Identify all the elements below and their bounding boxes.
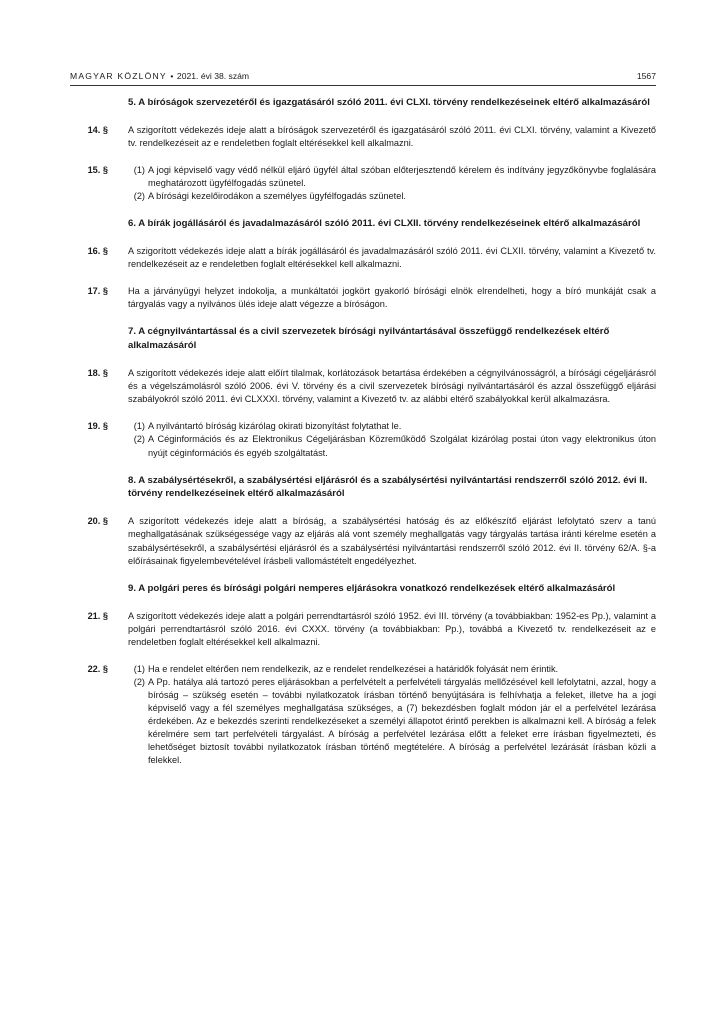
paragraph-number: 18. § [87,368,108,379]
subsection-mark: (2) [133,434,145,445]
subsection [133,676,656,767]
paragraph-number: 22. § [87,663,108,674]
paragraph-number: 21. § [87,610,108,621]
subsection [133,433,656,459]
paragraph-21 [70,610,656,649]
paragraph-text: A szigorított védekezés ideje alatt a polgári perrendtartásról szóló 1952. évi III. törvény (a továbbiakban: 1952-es Pp.), valamint a polgári perrendtartásról szóló 2016. évi CXXX. törvény (a továbbiakban: Pp.), továbbá a Kivezető tv. rendelkezéseit az e rendeletben foglalt eltérésekkel kell alkalmazni. [128,610,656,647]
paragraph-18 [70,367,656,406]
subsection [133,420,656,433]
chapter-heading: 5. A bíróságok szervezetéről és igazgatásáról szóló 2011. évi CLXI. törvény rendelkezéseinek eltérő alkalmazásáról [128,97,650,108]
document-body [70,96,656,767]
issue-label: 2021. évi 38. szám [176,71,250,81]
paragraph-22 [70,663,656,768]
subsection-mark: (1) [133,165,145,176]
paragraph-number: 14. § [87,124,108,135]
chapter-heading: 8. A szabálysértésekről, a szabálysértési eljárásról és a szabálysértési nyilvántartási rendszerről szóló 2012. évi II. törvény rendelkezéseinek eltérő alkalmazásáról [128,474,648,500]
chapter-heading: 6. A bírák jogállásáról és javadalmazásáról szóló 2011. évi CLXII. törvény rendelkezéseinek eltérő alkalmazásáról [128,218,641,230]
chapter-heading: 9. A polgári peres és bírósági polgári nemperes eljárásokra vonatkozó rendelkezések eltérő alkalmazásáról [128,582,616,594]
header-separator: • [170,71,174,81]
paragraph-text: A szigorított védekezés ideje alatt előírt tilalmak, korlátozások betartása érdekében a cégnyilvánosságról, a bírósági cégeljárásról és a végelszámolásról szóló 2006. évi V. törvény és a civil szervezetek bírósági nyilvántartásáról és azzal összefüggő eljárási szabályokról szóló 2011. évi CLXXXI. törvény, valamint a Kivezető tv. az alábbi eltérő szabályokkal kerül alkalmazásra. [128,368,656,405]
journal-title: MAGYAR KÖZLÖNY [70,71,167,81]
paragraph-19 [70,420,656,459]
subsection-text: Ha e rendelet eltérően nem rendelkezik, az e rendelet rendelkezései a határidők folyását nem érintik. [148,663,559,674]
paragraph-number: 17. § [87,286,108,297]
page-header [70,71,656,86]
paragraph-number: 15. § [87,165,108,176]
paragraph-20 [70,515,656,567]
journal-info [70,71,249,81]
subsection-mark: (2) [133,191,145,202]
paragraph-number: 16. § [87,246,108,257]
paragraph-number: 19. § [87,421,108,432]
subsection-mark: (2) [133,676,145,687]
subsection [133,663,656,676]
paragraph-number: 20. § [87,516,108,527]
paragraph-text: A szigorított védekezés ideje alatt a bíróságok szervezetéről és igazgatásáról szóló 2011. évi CLXI. törvény, valamint a Kivezető tv. rendelkezéseit az e rendeletben foglalt eltérésekkel kell alkalmazni. [128,124,656,148]
paragraph-16 [70,245,656,271]
paragraph-15 [70,164,656,203]
subsection-mark: (1) [133,421,145,432]
paragraph-14 [70,124,656,150]
paragraph-text: A szigorított védekezés ideje alatt a bíróság, a szabálysértési hatóság és az előkészítő eljárást lefolytató szerv a tanú meghallgatásának szükségessége vagy az eljárás alá vont személy meghallgatás vagy tárgyalás tartása iránti kérelme esetén a szabálysértésekről, a szabálysértési eljárásról és a szabálysértési nyilvántartási rendszerről szóló 2012. évi II. törvény 62/A. §-a előírásainak figyelembevételével írásbeli vallomástételt engedélyezhet. [128,516,656,566]
subsection-mark: (1) [133,663,145,674]
paragraph-text: A szigorított védekezés ideje alatt a bírák jogállásáról és javadalmazásáról szóló 2011. évi CLXII. törvény, valamint a Kivezető tv. rendelkezéseit az e rendeletben foglalt eltérésekkel kell alkalmazni. [128,246,656,270]
chapter-heading: 7. A cégnyilvántartással és a civil szervezetek bírósági nyilvántartásával összefüggő rendelkezések eltérő alkalmazásáról [128,326,610,352]
paragraph-17 [70,285,656,311]
subsection-text: A bírósági kezelőirodákon a személyes ügyfélfogadás szünetel. [148,191,406,202]
subsection-text: A nyilvántartó bíróság kizárólag okirati bizonyítást folytathat le. [148,421,402,432]
subsection [133,190,656,203]
subsection-text: A Céginformációs és az Elektronikus Cégeljárásban Közreműködő Szolgálat kizárólag postai úton vagy elektronikus úton nyújt céginformációs és egyéb szolgáltatást. [148,434,656,458]
paragraph-text: Ha a járványügyi helyzet indokolja, a munkáltatói jogkört gyakorló bírósági elnök elrendelheti, hogy a bíró munkáját csak a tárgyalás vagy a nyilvános ülés ideje alatt végezze a bíróságon. [128,286,656,310]
subsection-text: A jogi képviselő vagy védő nélkül eljáró ügyfél által szóban előterjesztendő kérelem és indítvány jegyzőkönyvbe foglalására meghatározott ügyfélfogadás szünetel. [148,165,656,189]
subsection [133,164,656,190]
page-number: 1567 [636,71,656,81]
subsection-text: A Pp. hatálya alá tartozó peres eljárásokban a perfelvételt a perfelvételi tárgyalás mellőzésével kell lefolytatni, azzal, hogy a bíróság – szükség esetén – további nyilatkozatok írásban történő benyújtására is felhívhatja a feleket, illetve ha a jogi képviselő vagy a fél személyes meghallgatása szükséges, a (7) bekezdésben foglalt módon jár el a perfelvétel lezárása érdekében. Az e bekezdés szerinti rendelkezéseket a személyi állapotot érintő perekben is alkalmazni kell. A bíróság a felek kérelmére sem tart perfelvételi tárgyalást. A bíróság a perfelvétel lezárása előtt a feleket erre írásban figyelmezteti, és lehetőséget biztosít további nyilatkozatok írásban történő megtételére. A bíróság a perfelvétel lezárását írásban közli a felekkel. [148,676,656,766]
